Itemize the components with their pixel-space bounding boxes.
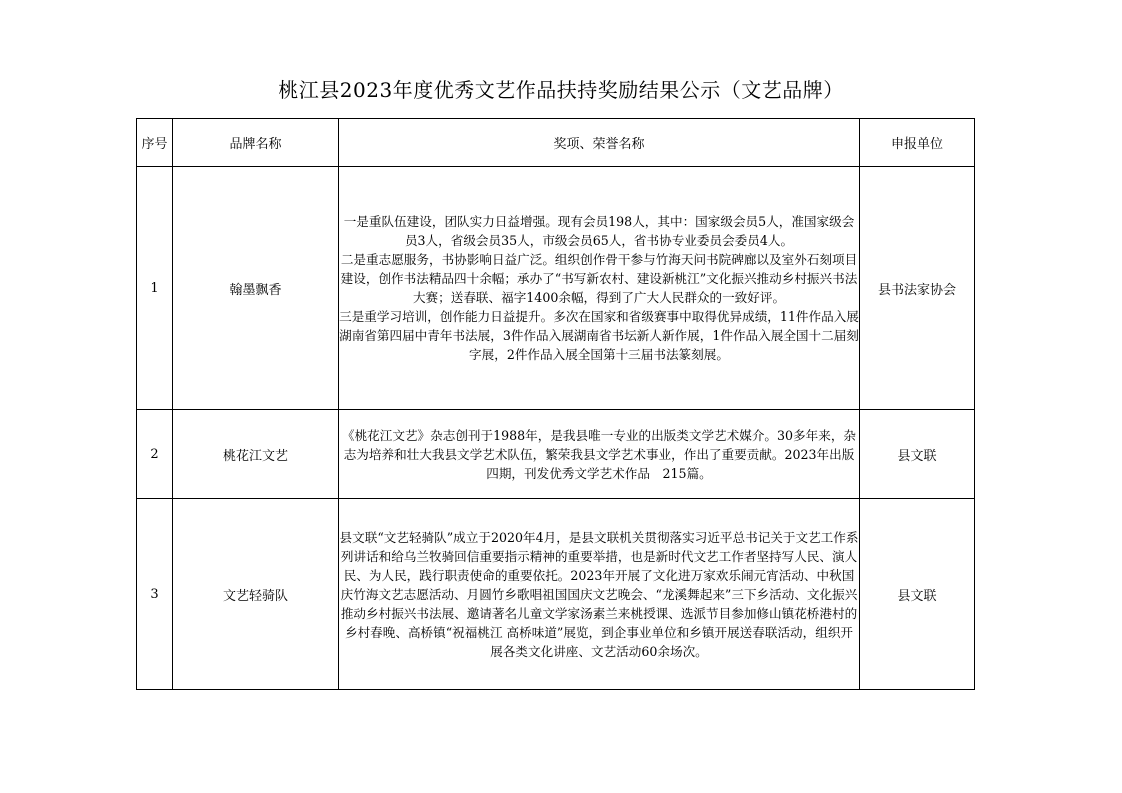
row-awards <box>339 167 860 410</box>
header-unit: 申报单位 <box>860 119 975 167</box>
row-unit: 县文联 <box>860 410 975 499</box>
awards-paragraph: 二是重志愿服务，书协影响日益广泛。组织创作骨干参与竹海天问书院碑廊以及室外石刻项目建设，创作书法精品四十余幅；承办了“书写新农村、建设新桃江”文化振兴推动乡村振兴书法大赛；送春联、福字1400余幅，得到了广大人民群众的一致好评。 <box>340 252 858 305</box>
row-seq: 1 <box>137 167 173 410</box>
awards-paragraph: 县文联“文艺轻骑队”成立于2020年4月，是县文联机关贯彻落实习近平总书记关于文艺工作系列讲话和给乌兰牧骑回信重要指示精神的重要举措，也是新时代文艺工作者坚持写人民、演人民、为人民，践行职责使命的重要依托。2023年开展了文化进万家欢乐闹元宵活动、中秋国庆竹海文艺志愿活动、月圆竹乡歌唱祖国国庆文艺晚会、“龙溪舞起来”三下乡活动、文化振兴推动乡村振兴书法展、邀请著名儿童文学家汤素兰来桃授课、选派节目参加修山镇花桥港村的乡村春晚、高桥镇“祝福桃江 高桥味道”展览，到企事业单位和乡镇开展送春联活动，组织开展各类文化讲座、文艺活动60余场次。 <box>339 529 859 659</box>
awards-paragraph: 三是重学习培训，创作能力日益提升。多次在国家和省级赛事中取得优异成绩，11件作品入展湖南省第四届中青年书法展，3件作品入展湖南省书坛新人新作展，1件作品入展全国十二届刻字展，2件作品入展全国第十三届书法篆刻展。 <box>339 309 859 362</box>
table-header-row <box>137 119 975 167</box>
row-seq: 3 <box>137 499 173 690</box>
row-awards <box>339 410 860 499</box>
row-brand: 文艺轻骑队 <box>173 499 339 690</box>
header-seq: 序号 <box>137 119 173 167</box>
row-brand: 桃花江文艺 <box>173 410 339 499</box>
header-awards: 奖项、荣誉名称 <box>339 119 860 167</box>
table-row <box>137 499 975 690</box>
table-row <box>137 167 975 410</box>
row-brand: 翰墨飘香 <box>173 167 339 410</box>
row-unit: 县书法家协会 <box>860 167 975 410</box>
header-brand: 品牌名称 <box>173 119 339 167</box>
awards-paragraph: 一是重队伍建设，团队实力日益增强。现有会员198人，其中：国家级会员5人，准国家级会员3人，省级会员35人，市级会员65人，省书协专业委员会委员4人。 <box>343 214 855 248</box>
page-title: 桃江县2023年度优秀文艺作品扶持奖励结果公示（文艺品牌） <box>278 78 844 102</box>
awards-table <box>136 118 975 690</box>
table-row <box>137 410 975 499</box>
row-unit: 县文联 <box>860 499 975 690</box>
row-awards <box>339 499 860 690</box>
row-seq: 2 <box>137 410 173 499</box>
awards-paragraph: 《桃花江文艺》杂志创刊于1988年，是我县唯一专业的出版类文学艺术媒介。30多年来，杂志为培养和壮大我县文学艺术队伍，繁荣我县文学艺术事业，作出了重要贡献。2023年出版四期，刊发优秀文学艺术作品 215篇。 <box>341 427 857 481</box>
